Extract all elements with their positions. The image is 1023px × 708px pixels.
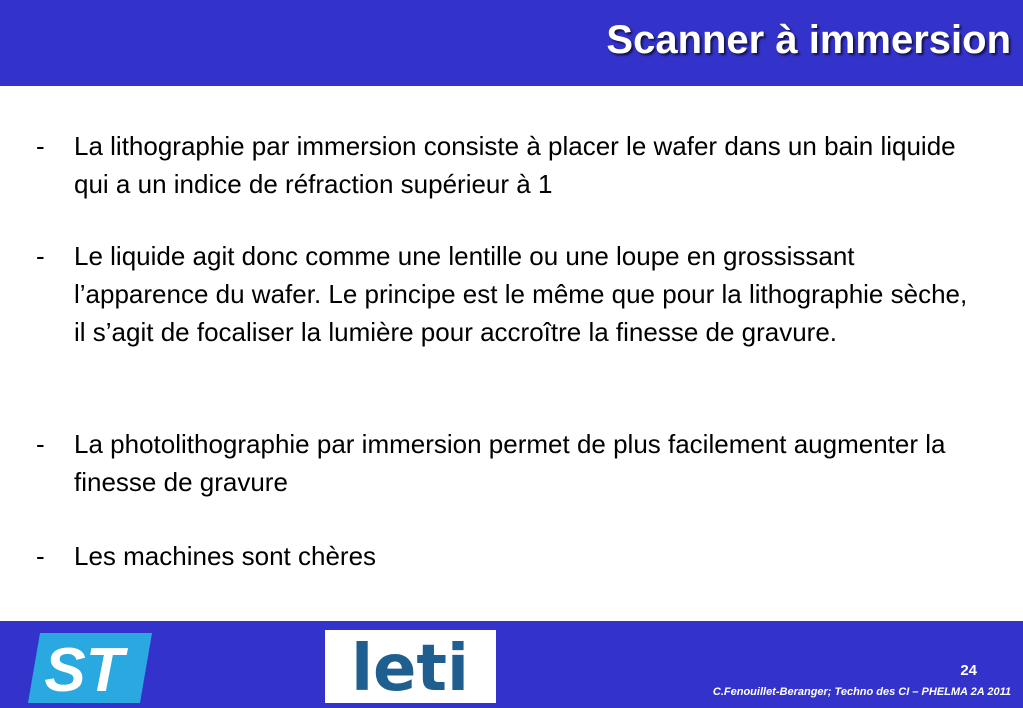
st-logo-graphic — [22, 631, 154, 703]
slide-title: Scanner à immersion — [606, 18, 1011, 62]
bullet-text: Les machines sont chères — [74, 541, 377, 571]
footer-credit: C.Fenouillet-Beranger; Techno des CI – PHELMA 2A 2011 — [712, 686, 1011, 698]
leti-logo — [325, 630, 496, 703]
bullet-text: La lithographie par immersion consiste à placer le wafer dans un bain liquide qui a un indice de réfraction supérieur à 1 — [74, 131, 956, 199]
bullet-marker: - — [36, 429, 45, 459]
bullet-marker: - — [36, 131, 45, 161]
st-logo-text: ST — [44, 636, 124, 703]
st-logo — [22, 631, 154, 708]
bullet-marker: - — [36, 241, 45, 271]
leti-logo-graphic — [325, 630, 496, 703]
leti-logo-text: leti — [351, 632, 469, 703]
bullet-marker: - — [36, 541, 45, 571]
header-bar — [0, 0, 1023, 86]
bullet-text: Le liquide agit donc comme une lentille ou une loupe en grossissant l’apparence du wafer. Le principe est le même que pour la lithographie sèche, il s’agit de focaliser la lumière pour accroître la finesse de gravure. — [74, 241, 968, 347]
bullet-text: La photolithographie par immersion permet de plus facilement augmenter la finesse de gravure — [74, 429, 946, 497]
page-number: 24 — [960, 662, 977, 679]
